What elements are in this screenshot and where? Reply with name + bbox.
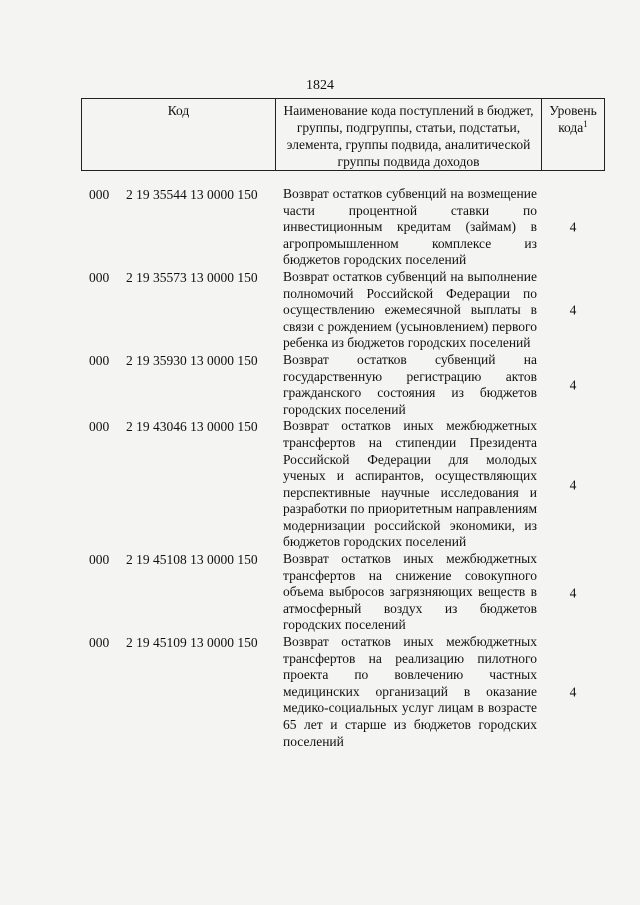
header-level-footnote: 1: [583, 119, 588, 129]
table-row: [0, 186, 640, 269]
table-row: [0, 418, 640, 551]
row-name: Возврат остатков субвенций на государственную регистрацию актов гражданского состояния из бюджетов городских поселений: [283, 351, 537, 417]
row-code: 2 19 45109 13 0000 150: [126, 635, 258, 651]
row-name: Возврат остатков иных межбюджетных трансфертов на стипендии Президента Российской Федерации для молодых ученых и аспирантов, осуществляющих перспективные научные исследования и разработки по приоритетным направлениям модернизации российской экономики, из бюджетов городских поселений: [283, 418, 537, 550]
row-code: 2 19 45108 13 0000 150: [126, 552, 258, 568]
row-code: 2 19 35930 13 0000 150: [126, 352, 258, 368]
header-code: Код: [82, 99, 276, 171]
table-row: [0, 269, 640, 352]
row-level: 4: [569, 302, 577, 318]
header-level-label: Уровень кода: [549, 103, 597, 135]
row-name: Возврат остатков иных межбюджетных трансфертов на снижение совокупного объема выбросов загрязняющих веществ в атмосферный воздух из бюджетов городских поселений: [283, 551, 537, 633]
header-row: [82, 99, 605, 171]
row-prefix: 000: [89, 269, 110, 285]
row-level: 4: [569, 377, 577, 393]
header-table: [81, 98, 605, 171]
row-prefix: 000: [89, 635, 110, 651]
row-prefix: 000: [89, 352, 110, 368]
row-level: 4: [569, 585, 577, 601]
row-name: Возврат остатков субвенций на выполнение полномочий Российской Федерации по осуществлению ежемесячной выплаты в связи с рождением (усыновлением) первого ребенка из бюджетов городских поселений: [283, 268, 537, 351]
row-code: 2 19 35573 13 0000 150: [126, 269, 258, 285]
row-code: 2 19 43046 13 0000 150: [126, 419, 258, 435]
page-number: 1824: [306, 78, 334, 93]
code-list: [0, 186, 640, 750]
table-row: [0, 551, 640, 634]
header-level: [542, 99, 605, 171]
row-prefix: 000: [89, 419, 110, 435]
row-level: 4: [569, 219, 577, 235]
row-level: 4: [569, 684, 577, 700]
row-name: Возврат остатков субвенций на возмещение части процентной ставки по инвестиционным кредитам (займам) в агропромышленном комплексе из бюджетов городских поселений: [283, 186, 537, 268]
row-name: Возврат остатков иных межбюджетных трансфертов на реализацию пилотного проекта по вовлечению частных медицинских организаций в оказание медико-социальных услуг лицам в возрасте 65 лет и старше из бюджетов городских поселений: [283, 634, 537, 749]
row-prefix: 000: [89, 187, 110, 202]
row-level: 4: [569, 477, 577, 493]
row-prefix: 000: [89, 552, 110, 568]
table-row: [0, 634, 640, 750]
row-code: 2 19 35544 13 0000 150: [126, 187, 258, 202]
table-row: [0, 352, 640, 418]
header-name: Наименование кода поступлений в бюджет, группы, подгруппы, статьи, подстатьи, элемента, группы подвида, аналитической группы подвида доходов: [276, 99, 542, 171]
